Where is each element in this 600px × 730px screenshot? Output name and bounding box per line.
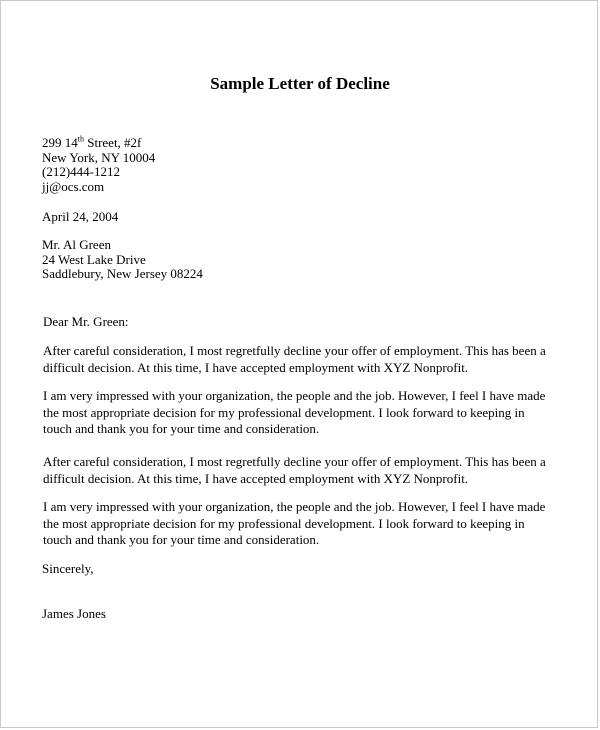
- recipient-name: Mr. Al Green: [42, 237, 111, 252]
- sender-address: [42, 136, 155, 194]
- recipient-street: 24 West Lake Drive: [42, 251, 146, 267]
- letter-title: Sample Letter of Decline: [210, 74, 390, 93]
- sender-street-rest: Street, #2f: [83, 135, 142, 150]
- body-paragraph-2: [43, 388, 573, 438]
- sender-street-ordinal: th: [77, 134, 84, 144]
- paragraph-line: After careful consideration, I most regretfully decline your offer of employment. This has been a: [43, 343, 546, 358]
- paragraph-line: the most appropriate decision for my professional development. I look forward to keeping in: [43, 515, 525, 531]
- paragraph-line: touch and thank you for your time and consideration.: [43, 532, 320, 547]
- paragraph-line: the most appropriate decision for my professional development. I look forward to keeping in: [43, 404, 525, 420]
- letter-date: April 24, 2004: [42, 209, 119, 224]
- sender-email: jj@ocs.com: [42, 178, 105, 194]
- paragraph-line: After careful consideration, I most regretfully decline your offer of employment. This has been a: [43, 454, 546, 469]
- sender-street-number: 299 14: [42, 135, 78, 150]
- paragraph-line: difficult decision. At this time, I have accepted employment with XYZ Nonprofit.: [43, 359, 469, 375]
- body-paragraph-1: [43, 343, 573, 376]
- body-paragraph-4: [43, 499, 573, 549]
- paragraph-line: touch and thank you for your time and consideration.: [43, 421, 320, 436]
- paragraph-line: difficult decision. At this time, I have accepted employment with XYZ Nonprofit.: [43, 470, 469, 486]
- paragraph-line: I am very impressed with your organization, the people and the job. However, I feel I have made: [43, 499, 546, 514]
- salutation: Dear Mr. Green:: [43, 314, 129, 329]
- closing: Sincerely,: [42, 561, 94, 576]
- sender-phone: (212)444-1212: [42, 164, 120, 180]
- recipient-address: [42, 238, 203, 282]
- paragraph-line: I am very impressed with your organization, the people and the job. However, I feel I have made: [43, 388, 546, 403]
- sender-street: [42, 136, 155, 151]
- signer-name: James Jones: [42, 606, 106, 621]
- sender-city-line: New York, NY 10004: [42, 149, 156, 165]
- recipient-city-line: Saddlebury, New Jersey 08224: [42, 266, 203, 282]
- body-paragraph-3: [43, 454, 573, 487]
